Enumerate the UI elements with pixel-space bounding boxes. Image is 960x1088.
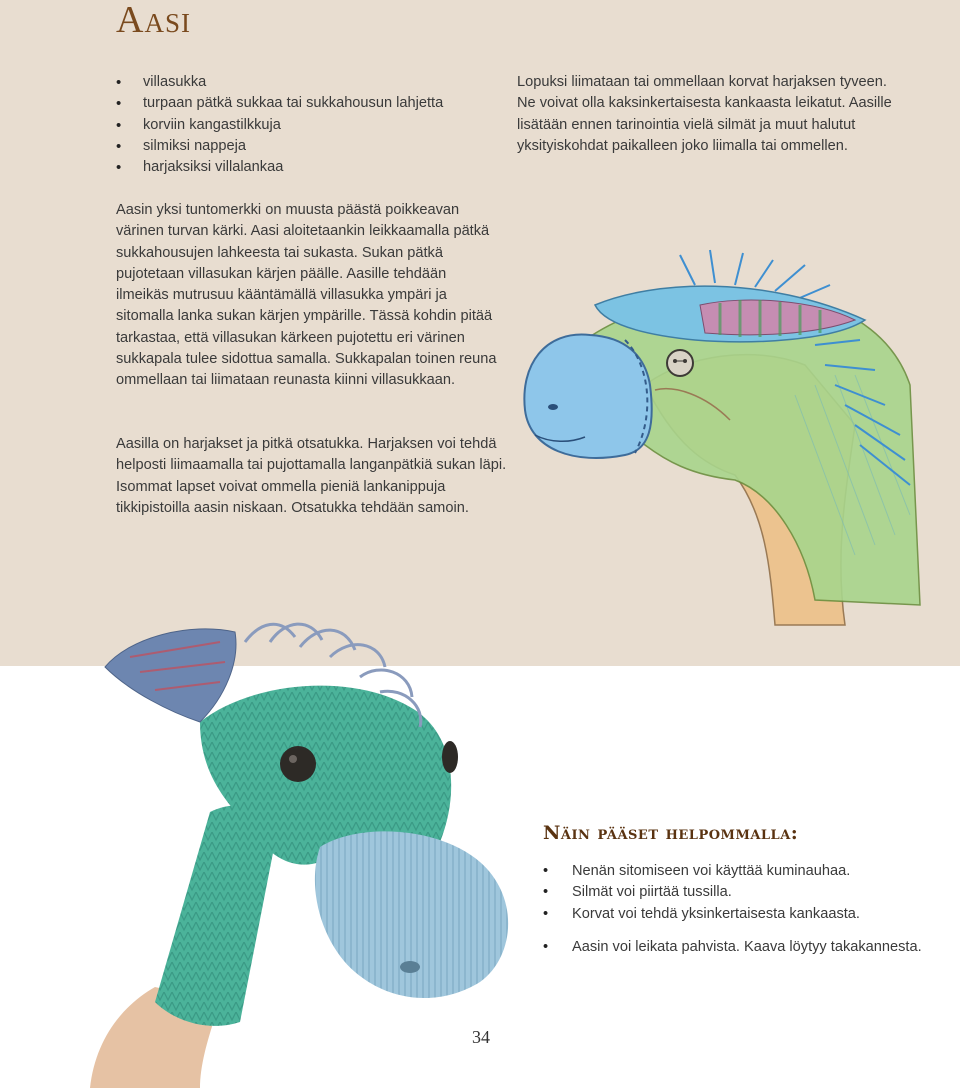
material-item: • turpaan pätkä sukkaa tai sukkahousun lahjetta [116,93,443,114]
page-title: Aasi [116,0,191,41]
donkey-drawing [515,245,935,665]
tip-item: • Korvat voi tehdä yksinkertaisesta kankaasta. [543,904,923,925]
tips-title: Näin pääset helpommalla: [543,822,799,844]
paragraph-mane: Aasilla on harjakset ja pitkä otsatukka. Harjaksen voi tehdä helposti liimaamalla tai pujottamalla langanpätkiä sukan läpi. Isommat lapset voivat ommella pieniä lankanippuja tikkipistoilla aasin niskaan. Otsatukka tehdään samoin. [116,436,507,516]
tip-item: • Nenän sitomiseen voi käyttää kuminauhaa. [543,861,923,882]
material-item: • harjaksiksi villalankaa [116,157,443,178]
paragraph-ears: Lopuksi liimataan tai ommellaan korvat harjaksen tyveen. Ne voivat olla kaksinkertaisesta kankaasta leikatut. Aasille lisätään ennen tarinointia vielä silmät ja muut halutut yksityiskohdat paikalleen joko liimalla tai ommellen. [517,74,892,154]
tip-item: • Silmät voi piirtää tussilla. [543,882,923,903]
paragraph-muzzle: Aasin yksi tuntomerkki on muusta päästä poikkeavan värinen turvan kärki. Aasi aloitetaankin leikkaamalla pätkä sukkahousujen lahkeesta tai sukasta. Sukan pätkä pujotetaan villasukan kärjen päälle. Aasille tehdään ilmeikäs mutrusuu kääntämällä villasukka ympäri ja sitomalla lanka sukan kärjen ympärille. Tässä kohdin pitää tarkastaa, että villasukan kärkeen pujotettu eri värinen sukkapala tulee sidottua samalla. Sukkapalan toinen reuna ommellaan tai liimataan reunasta kiinni villasukkaan. [116,202,497,389]
tips-list [543,861,923,958]
tip-item: • Aasin voi leikata pahvista. Kaava löytyy takakannesta. [543,937,923,958]
page-number: 34 [472,1027,490,1047]
donkey-puppet-photo [60,612,530,1088]
materials-list [116,72,443,178]
material-item: • villasukka [116,72,443,93]
material-item: • silmiksi nappeja [116,136,443,157]
material-item: • korviin kangastilkkuja [116,115,443,136]
